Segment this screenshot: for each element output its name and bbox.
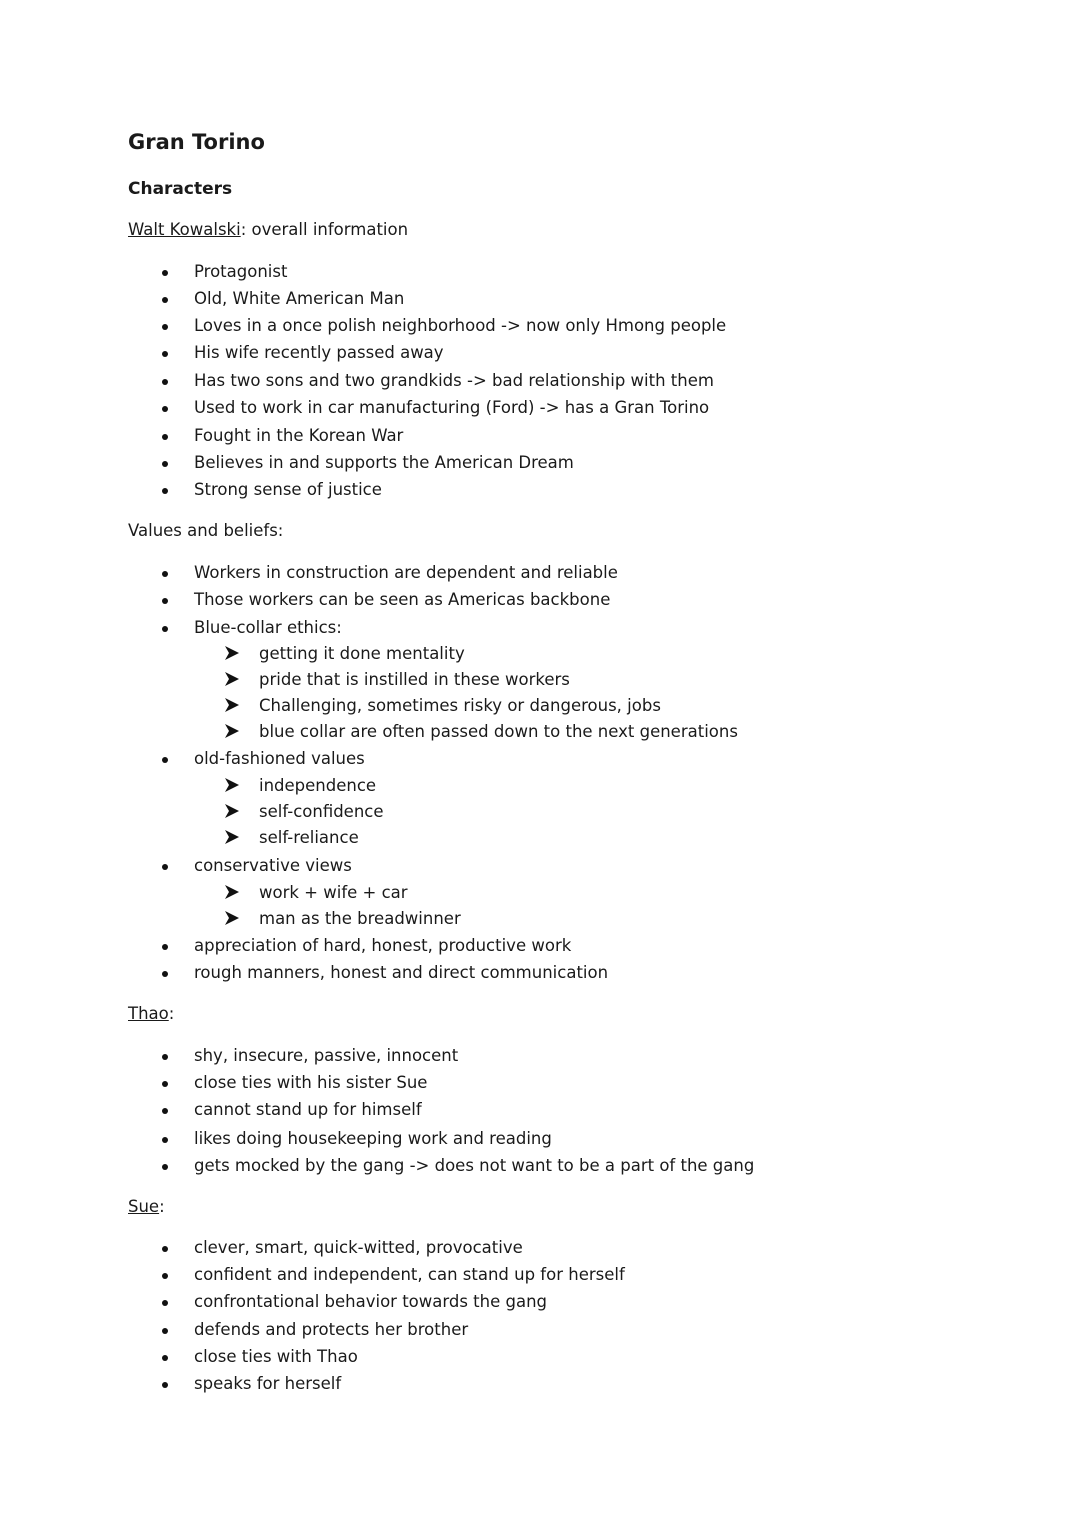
sub-list-item: blue collar are often passed down to the next generations — [259, 722, 738, 742]
list-item: close ties with Thao — [194, 1347, 358, 1366]
list-item: cannot stand up for himself — [194, 1100, 422, 1119]
list-item: Blue-collar ethics: — [194, 618, 342, 637]
list-item: likes doing housekeeping work and reading — [194, 1129, 552, 1148]
list-item: appreciation of hard, honest, productive work — [194, 936, 572, 955]
list-item: Workers in construction are dependent and reliable — [194, 563, 618, 582]
section-heading: Characters — [128, 179, 233, 199]
list-item: Believes in and supports the American Dream — [194, 453, 574, 472]
list-item: Strong sense of justice — [194, 480, 382, 499]
list-item: shy, insecure, passive, innocent — [194, 1046, 459, 1065]
sub-list-item: work + wife + car — [259, 883, 408, 903]
list-item: clever, smart, quick-witted, provocative — [194, 1238, 523, 1257]
list-item: defends and protects her brother — [194, 1320, 469, 1339]
sue-suffix: : — [159, 1197, 165, 1216]
list-item: His wife recently passed away — [194, 343, 444, 362]
list-item: Protagonist — [194, 262, 288, 281]
walt-name: Walt Kowalski — [128, 220, 241, 239]
walt-heading — [128, 220, 408, 239]
sub-list-item: Challenging, sometimes risky or dangerous, jobs — [259, 696, 661, 716]
list-item: conservative views — [194, 856, 352, 875]
arrowhead-bullet-icon — [224, 645, 240, 661]
thao-name: Thao — [128, 1004, 169, 1023]
list-item: Loves in a once polish neighborhood -> now only Hmong people — [194, 316, 727, 335]
list-item: Old, White American Man — [194, 289, 405, 308]
arrowhead-bullet-icon — [224, 671, 240, 687]
list-item: speaks for herself — [194, 1374, 342, 1393]
sue-name: Sue — [128, 1197, 160, 1216]
arrowhead-bullet-icon — [224, 884, 240, 900]
values-heading: Values and beliefs: — [128, 521, 284, 540]
list-item: rough manners, honest and direct communication — [194, 963, 609, 982]
arrowhead-bullet-icon — [224, 803, 240, 819]
sub-list-item: pride that is instilled in these workers — [259, 670, 570, 690]
arrowhead-bullet-icon — [224, 777, 240, 793]
list-item: gets mocked by the gang -> does not want to be a part of the gang — [194, 1156, 755, 1175]
arrowhead-bullet-icon — [224, 723, 240, 739]
list-item: old-fashioned values — [194, 749, 365, 768]
sub-list-item: self-confidence — [259, 802, 384, 822]
sub-list-item: man as the breadwinner — [259, 909, 461, 929]
walt-suffix: : overall information — [240, 220, 409, 239]
list-item: confrontational behavior towards the gang — [194, 1292, 548, 1311]
list-item: Used to work in car manufacturing (Ford) -> has a Gran Torino — [194, 398, 710, 417]
sue-heading — [128, 1197, 165, 1216]
arrowhead-bullet-icon — [224, 697, 240, 713]
thao-suffix: : — [168, 1004, 175, 1023]
list-item: confident and independent, can stand up for herself — [194, 1265, 625, 1284]
sub-list-item: getting it done mentality — [259, 644, 465, 664]
list-item: Those workers can be seen as Americas backbone — [194, 590, 611, 609]
sub-list-item: independence — [259, 776, 376, 796]
list-item: close ties with his sister Sue — [194, 1073, 428, 1092]
arrowhead-bullet-icon — [224, 910, 240, 926]
list-item: Has two sons and two grandkids -> bad relationship with them — [194, 371, 714, 390]
list-item: Fought in the Korean War — [194, 426, 404, 445]
thao-heading — [128, 1004, 174, 1023]
sub-list-item: self-reliance — [259, 828, 359, 848]
arrowhead-bullet-icon — [224, 829, 240, 845]
document-title: Gran Torino — [128, 130, 265, 154]
